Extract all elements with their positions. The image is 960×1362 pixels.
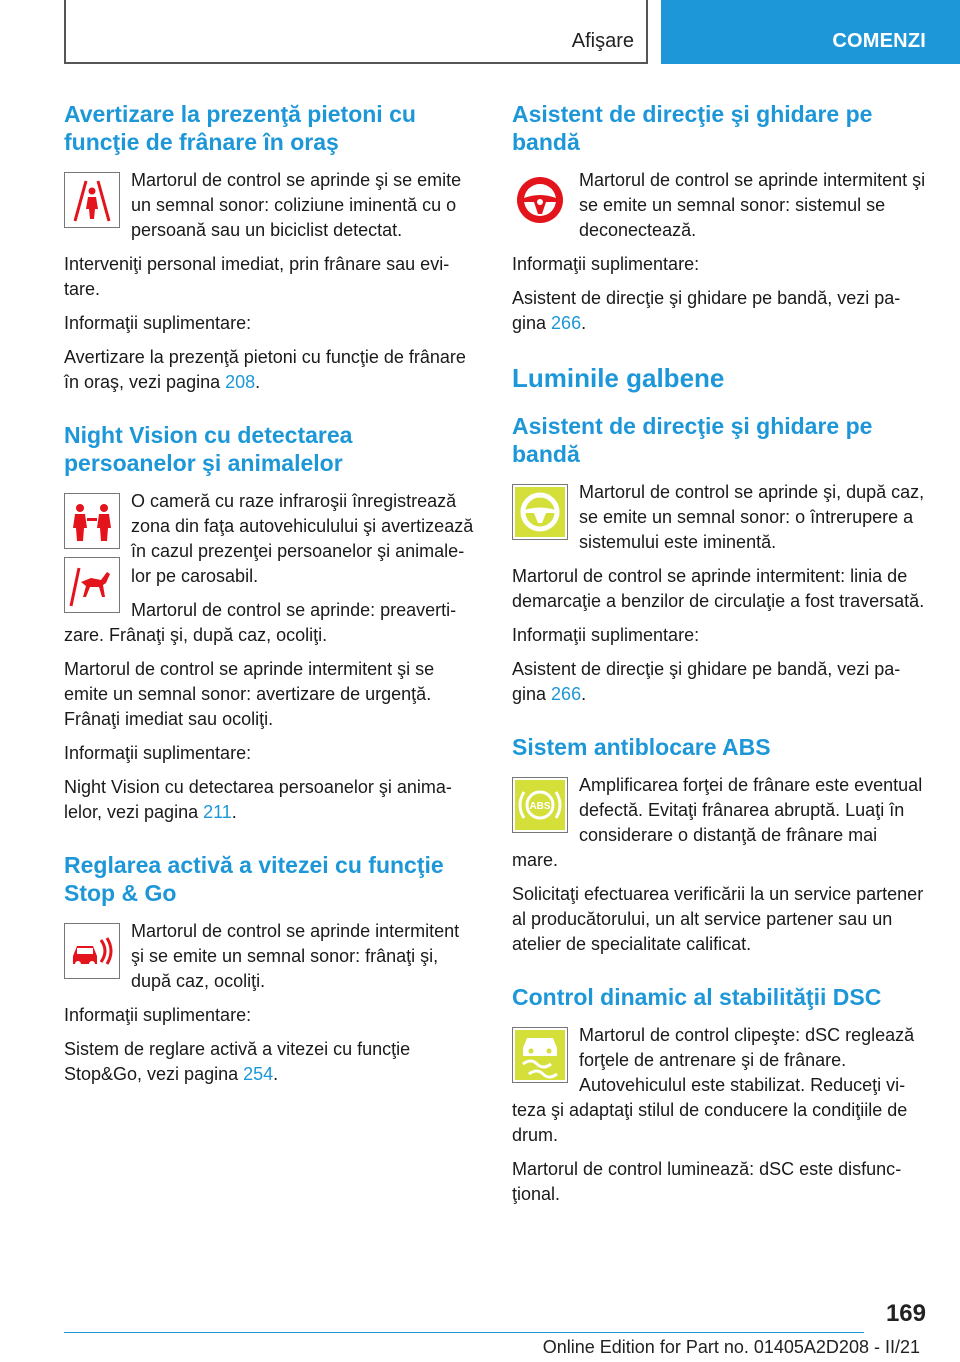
section-pedestrian-warning: [64, 100, 476, 395]
persons-warning-icon: [64, 493, 120, 549]
paragraph: Interveniţi personal imediat, prin frânare sau evitare.: [64, 254, 450, 299]
footer-divider: [64, 1332, 864, 1333]
section-title: Control dinamic al stabilităţii DSC: [512, 984, 882, 1010]
section-title: Asistent de direcţie şi ghidare pe bandă: [512, 101, 873, 155]
paragraph: Informaţii suplimentare:: [64, 1005, 252, 1025]
yellow-lights-heading: Luminile galbene: [512, 363, 725, 393]
right-column: [512, 100, 928, 1233]
page-link[interactable]: 266: [551, 313, 582, 333]
page-link[interactable]: 254: [243, 1064, 274, 1084]
paragraph: Informaţii suplimentare:: [512, 254, 700, 274]
paragraph: Solicitaţi efectuarea verificării la un service partener al producătorului, un alt service partener sau un atelier de specialitate calificat.: [512, 884, 924, 954]
animal-warning-icon: [64, 557, 120, 613]
collision-warning-icon: [64, 923, 120, 979]
section-steering-yellow: [512, 412, 928, 707]
section-title: Night Vision cu detectarea persoanelor şi animalelor: [64, 422, 353, 476]
page-link[interactable]: 208: [225, 372, 256, 392]
section-title: Avertizare la prezenţă pietoni cu funcţie de frânare în oraş: [64, 101, 416, 155]
section-night-vision: [64, 421, 476, 825]
page-number: 169: [885, 1300, 926, 1327]
section-dsc: [512, 983, 928, 1207]
page-link[interactable]: 211: [203, 802, 232, 822]
paragraph: Martorul de control se aprinde intermitent şi se emite un semnal sonor: avertizare de urgenţă. Frânaţi imediat sau ocoliţi.: [64, 659, 435, 729]
paragraph: O cameră cu raze infraroşii înregistrează zona din faţa autovehiculului şi avertizează în cazul prezenţei persoanelor şi animalelor pe carosabil.: [131, 491, 474, 586]
paragraph: Sistem de reglare activă a vitezei cu funcţie Stop&Go, vezi pagina 254.: [64, 1039, 411, 1084]
paragraph: Martorul de control se aprinde: preavertizare. Frânaţi şi, după caz, ocoliţi.: [64, 600, 457, 645]
page-link[interactable]: 266: [551, 684, 582, 704]
steering-wheel-red-icon: [512, 172, 568, 228]
paragraph: Asistent de direcţie şi ghidare pe bandă, vezi pagina 266.: [512, 659, 901, 704]
paragraph: Avertizare la prezenţă pietoni cu funcţie de frânare în oraş, vezi pagina 208.: [64, 347, 466, 392]
left-column: [64, 100, 476, 1113]
paragraph: Martorul de control luminează: dSC este disfuncţional.: [512, 1159, 902, 1204]
section-title: Reglarea activă a vitezei cu funcţie Stop & Go: [64, 852, 444, 906]
pedestrian-warning-icon: [64, 172, 120, 228]
abs-icon: [512, 777, 568, 833]
section-steering-red: [512, 100, 928, 336]
abs-icon-text: ABS: [529, 801, 551, 812]
paragraph: Amplificarea forţei de frânare este eventual defectă. Evitaţi frânarea abruptă. Luaţi în considerare o distanţă de frânare mai mare.: [512, 775, 923, 870]
section-active-cruise: [64, 851, 476, 1087]
paragraph: Informaţii suplimentare:: [512, 625, 700, 645]
header-tab-label: COMENZI: [832, 30, 926, 52]
header-section-label: Afişare: [571, 30, 634, 52]
section-title: Sistem antiblocare ABS: [512, 734, 771, 760]
paragraph: Night Vision cu detectarea persoanelor şi animalelor, vezi pagina 211.: [64, 777, 452, 822]
section-title: Asistent de direcţie şi ghidare pe bandă: [512, 413, 873, 467]
footer-edition: Online Edition for Part no. 01405A2D208 - II/21: [542, 1337, 920, 1357]
paragraph: Martorul de control se aprinde intermitent şi se emite un semnal sonor: frânaţi şi, după caz, ocoliţi.: [131, 921, 460, 991]
header-tab[interactable]: [661, 0, 960, 64]
section-abs: [512, 733, 928, 957]
header-section-box: [64, 0, 648, 64]
paragraph: Martorul de control se aprinde intermitent şi se emite un semnal sonor: sistemul se deconectează.: [579, 170, 926, 240]
paragraph: Martorul de control se aprinde şi, după caz, se emite un semnal sonor: o întrerupere a sistemului este iminentă.: [579, 482, 925, 552]
paragraph: Asistent de direcţie şi ghidare pe bandă, vezi pagina 266.: [512, 288, 901, 333]
paragraph: Martorul de control clipeşte: dSC reglează forţele de antrenare şi de frânare. Autovehiculul este stabilizat. Reduceţi viteza şi adaptaţi stilul de conducere la condiţiile de drum.: [512, 1025, 915, 1145]
steering-wheel-yellow-icon: [512, 484, 568, 540]
paragraph: Informaţii suplimentare:: [64, 743, 252, 763]
paragraph: Martorul de control se aprinde şi se emite un semnal sonor: coliziune iminentă cu o persoană sau un biciclist detectat.: [131, 170, 462, 240]
paragraph: Informaţii suplimentare:: [64, 313, 252, 333]
dsc-skid-icon: [512, 1027, 568, 1083]
paragraph: Martorul de control se aprinde intermitent: linia de demarcaţie a benzilor de circulaţie a fost traversată.: [512, 566, 925, 611]
